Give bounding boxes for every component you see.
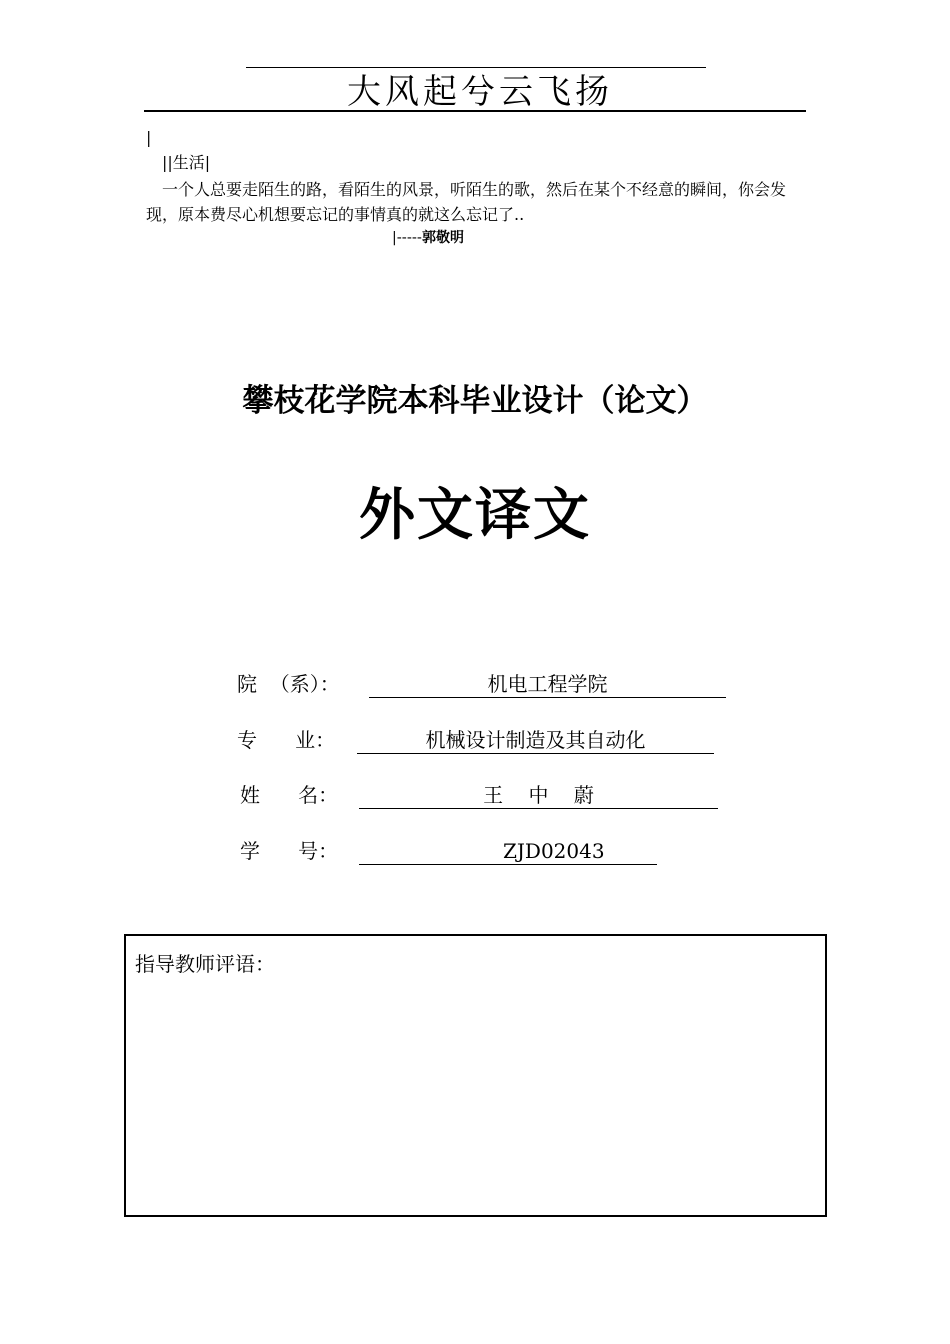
quote-text: 一个人总要走陌生的路，看陌生的风景，听陌生的歌，然后在某个不经意的瞬间，你会发现，原本费尽心机想要忘记的事情真的就这么忘记了.. (146, 180, 787, 224)
student-id-value: ZJD02043 (359, 838, 657, 865)
header-top-rule (246, 67, 706, 68)
major-value: 机械设计制造及其自动化 (357, 727, 714, 754)
header-banner-text: 大风起兮云飞扬 (347, 72, 613, 112)
document-title: 外文译文 (359, 483, 591, 548)
advisor-comment-label: 指导教师评语： (135, 952, 275, 976)
department-label: 院 （系）： (237, 672, 340, 696)
major-label: 专 业： (237, 728, 336, 752)
department-value: 机电工程学院 (369, 671, 726, 698)
header-bottom-rule (144, 110, 806, 112)
quote-author-prefix: |----- (392, 230, 422, 246)
student-id-label: 学 号： (240, 839, 339, 863)
quote-author-name: 郭敬明 (421, 230, 464, 246)
quote-pipe: | (146, 128, 152, 147)
name-value: 王 中 蔚 (359, 782, 718, 809)
name-label: 姓 名： (240, 783, 339, 807)
school-title: 攀枝花学院本科毕业设计（论文） (242, 383, 708, 419)
quote-author (392, 228, 464, 248)
quote-tag: ||生活| (162, 153, 211, 172)
